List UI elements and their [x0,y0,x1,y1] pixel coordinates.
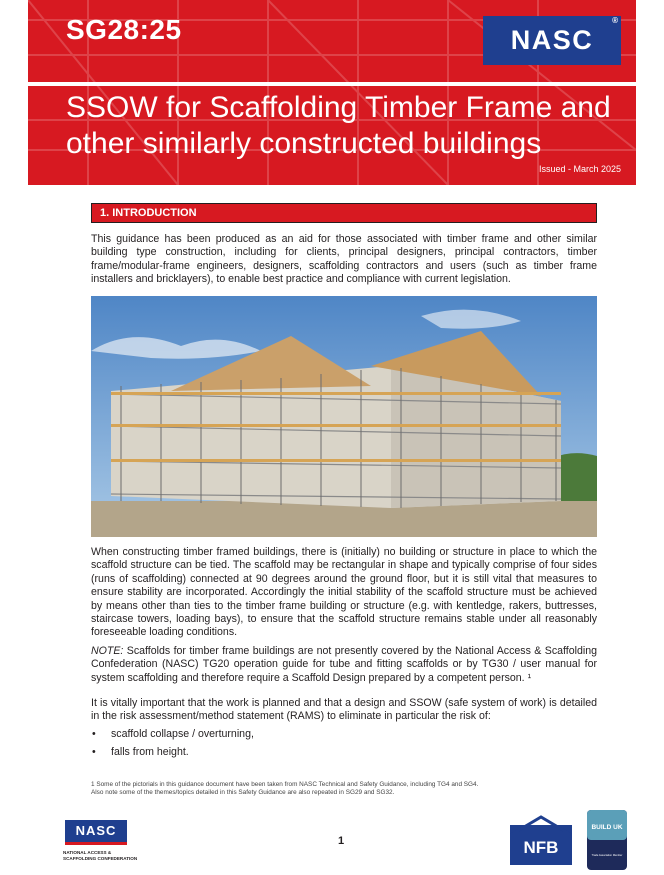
intro-paragraph: This guidance has been produced as an aid for those associated with timber frame and other similar building type construction, including for clients, principal designers, principal contractors, timber frame/modular-frame engineers, designers, scaffolding contractors and users (such as timber frame installers and bricklayers), to enable best practice and compliance with current legislation. [91,233,597,286]
bullet-icon: • [92,728,96,740]
list-item-text: falls from height. [111,746,189,758]
note-label: NOTE: [91,645,124,657]
section-heading: 1. INTRODUCTION [91,203,597,223]
issue-date: Issued - March 2025 [538,164,621,174]
nasc-logo [483,16,621,65]
bullet-icon: • [92,746,96,758]
scaffold-building-photo [91,296,597,537]
risk-list [91,728,597,764]
build-uk-badge-icon [587,810,627,870]
footer-logo-box: NASC [65,820,127,842]
footer-logo-caption: NATIONAL ACCESS & SCAFFOLDING CONFEDERATION [63,850,138,861]
list-item [91,746,597,764]
note-text: Scaffolds for timber frame buildings are not presently covered by the National Access & Scaffolding Confederation (NASC) TG20 operation guide for tube and fitting scaffolds or by TG30 / user manual for system scaffolding and therefore require a Scaffold Design prepared by a competent person. ¹ [91,645,597,684]
list-item [91,728,597,746]
nasc-logo-text: NASC [510,25,594,55]
document-code: SG28:25 [66,14,182,45]
build-uk-sub: Trade Association Member [591,854,623,857]
header-divider [28,82,636,86]
header-banner [28,0,636,185]
footnote-line-2: Also note some of the themes/topics detailed in this Safety Guidance are also repeated in SG29 and SG32. [91,789,395,796]
footnote [91,781,611,797]
nfb-logo-text: NFB [523,838,559,857]
stability-paragraph: When constructing timber framed buildings, there is (initially) no building or structure in place to which the scaffold structure can be tied. The scaffold may be rectangular in shape and typically comprise of four sides (runs of scaffolding) connected at 90 degrees around the ground floor, but it is still vital that measures to ensure stability are incorporated. Accordingly the initial stability of the scaffold structure must be achieved by means other than ties to the timber frame building or structure (e.g. with kentledge, rakers, buttresses, staircase towers, loading bays), to ensure that the scaffold structure remains stable under all reasonably foreseeable loading conditions. [91,546,597,639]
page-title: SSOW for Scaffolding Timber Frame and other similarly constructed buildings [66,91,611,160]
list-item-text: scaffold collapse / overturning, [111,728,254,740]
footer-nasc-logo [63,820,138,861]
footer-logo-strip [65,842,127,845]
page-number: 1 [338,835,345,847]
footnote-line-1: 1 Some of the pictorials in this guidance document have been taken from NASC Technical and Safety Guidance, including TG4 and SG4. [91,781,479,788]
note-paragraph [91,645,597,685]
nfb-logo-icon [510,815,572,865]
planning-paragraph: It is vitally important that the work is planned and that a design and SSOW (safe system of work) is detailed in the risk assessment/method statement (RAMS) to eliminate in particular the risk of: [91,697,597,723]
build-uk-text: BUILD UK [591,824,623,831]
registered-mark: ® [612,16,618,25]
